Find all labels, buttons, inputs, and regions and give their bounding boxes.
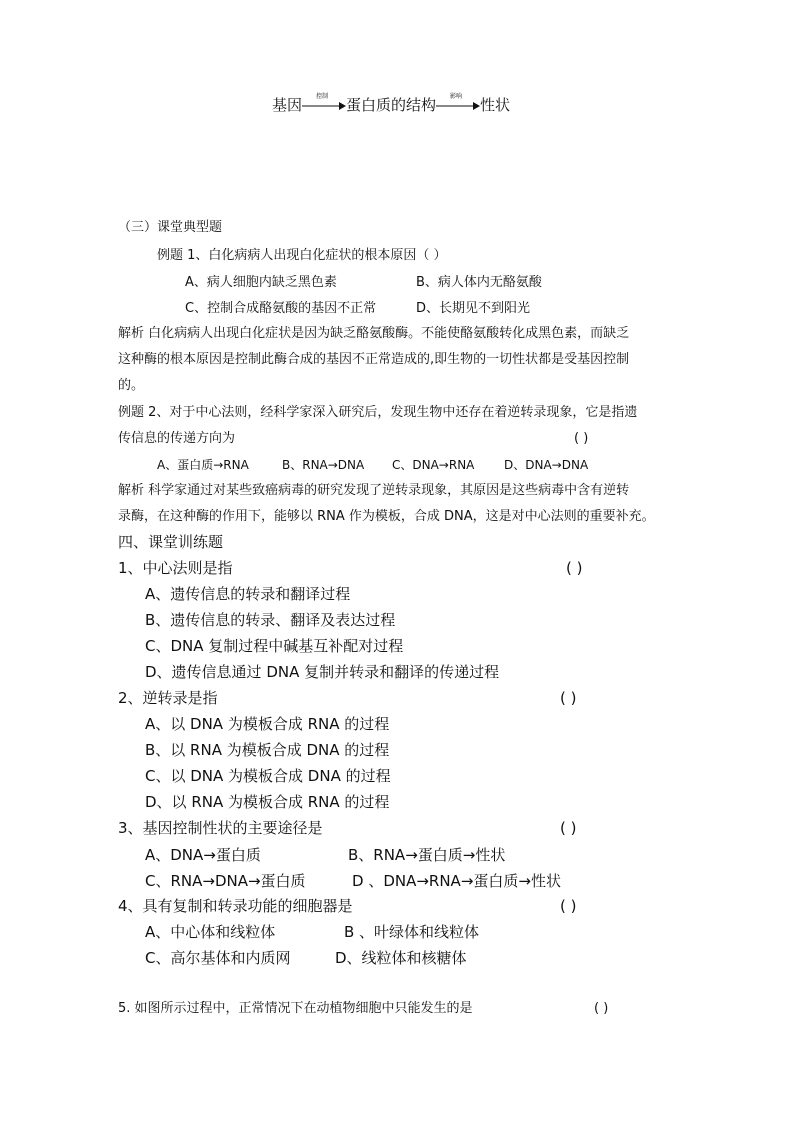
q3-option-d: D 、DNA→RNA→蛋白质→性状 [352,872,561,890]
q2-option-b: B、以 RNA 为模板合成 DNA 的过程 [145,741,390,759]
section3-title: （三）课堂典型题 [118,220,223,235]
control-arrow [302,95,346,115]
q4-option-a: A、中心体和线粒体 [145,923,276,941]
q4-option-d: D、线粒体和核糖体 [335,949,467,967]
q1-option-d: D、遗传信息通过 DNA 复制并转录和翻译的传递过程 [145,663,500,681]
example2-question-line: 传信息的传递方向为 [118,431,236,446]
example1-analysis-line: 解析 白化病病人出现白化症状是因为缺乏酪氨酸酶。不能使酪氨酸转化成黑色素，而缺乏 [118,326,630,341]
q3-option-c: C、RNA→DNA→蛋白质 [145,872,306,890]
example2-option-a: A、蛋白质→RNA [157,458,249,472]
example1-question: 例题 1、白化病病人出现白化症状的根本原因（ ） [157,248,447,263]
control-arrow-label: 控制 [316,93,329,100]
central-dogma-formula [272,95,510,115]
example2-analysis-line: 解析 科学家通过对某些致癌病毒的研究发现了逆转录现象，其原因是这些病毒中含有逆转 [118,483,630,498]
q2-option-d: D、以 RNA 为模板合成 RNA 的过程 [145,793,390,811]
q3-option-a: A、DNA→蛋白质 [145,846,261,864]
q5-stem: 5. 如图所示过程中，正常情况下在动植物细胞中只能发生的是 [118,1001,473,1016]
influence-arrow-label: 影响 [450,93,463,100]
q1-option-c: C、DNA 复制过程中碱基互补配对过程 [145,637,404,655]
formula-gene: 基因 [272,96,303,114]
influence-arrow [436,95,480,115]
q2-stem: 2、逆转录是指 [118,689,218,707]
example2-option-c: C、DNA→RNA [392,458,475,472]
q4-answer-paren: ( ) [560,897,577,915]
example1-option-d: D、长期见不到阳光 [416,301,531,316]
q1-option-b: B、遗传信息的转录、翻译及表达过程 [145,611,396,629]
q3-stem: 3、基因控制性状的主要途径是 [118,819,323,837]
q1-option-a: A、遗传信息的转录和翻译过程 [145,585,351,603]
q5-answer-paren: ( ) [594,1001,609,1016]
q3-option-b: B、RNA→蛋白质→性状 [348,846,506,864]
section4-title: 四、课堂训练题 [118,533,224,551]
example1-option-b: B、病人体内无酪氨酸 [416,275,542,290]
example1-analysis-line: 的。 [118,378,145,393]
example2-option-b: B、RNA→DNA [282,458,365,472]
example2-question-line: 例题 2、对于中心法则，经科学家深入研究后，发现生物中还存在着逆转录现象，它是指遗 [118,405,638,420]
right-arrow-icon [436,101,480,111]
formula-trait: 性状 [480,96,511,114]
example1-option-c: C、控制合成酪氨酸的基因不正常 [185,301,377,316]
q2-option-c: C、以 DNA 为模板合成 DNA 的过程 [145,767,391,785]
q4-stem: 4、具有复制和转录功能的细胞器是 [118,897,353,915]
right-arrow-icon [302,101,346,111]
q4-option-b: B 、叶绿体和线粒体 [344,923,480,941]
example2-option-d: D、DNA→DNA [504,458,589,472]
q1-stem: 1、中心法则是指 [118,559,233,577]
example1-option-a: A、病人细胞内缺乏黑色素 [185,275,337,290]
q1-answer-paren: ( ) [566,559,583,577]
q3-answer-paren: ( ) [560,819,577,837]
example1-analysis-line: 这种酶的根本原因是控制此酶合成的基因不正常造成的,即生物的一切性状都是受基因控制 [118,352,630,367]
q2-answer-paren: ( ) [560,689,577,707]
formula-protein-structure: 蛋白质的结构 [346,96,437,114]
example2-analysis-line: 录酶，在这种酶的作用下，能够以 RNA 作为模板，合成 DNA，这是对中心法则的重要补充。 [118,509,655,524]
q2-option-a: A、以 DNA 为模板合成 RNA 的过程 [145,715,390,733]
example2-answer-paren: ( ) [574,431,589,446]
q4-option-c: C、高尔基体和内质网 [145,949,291,967]
